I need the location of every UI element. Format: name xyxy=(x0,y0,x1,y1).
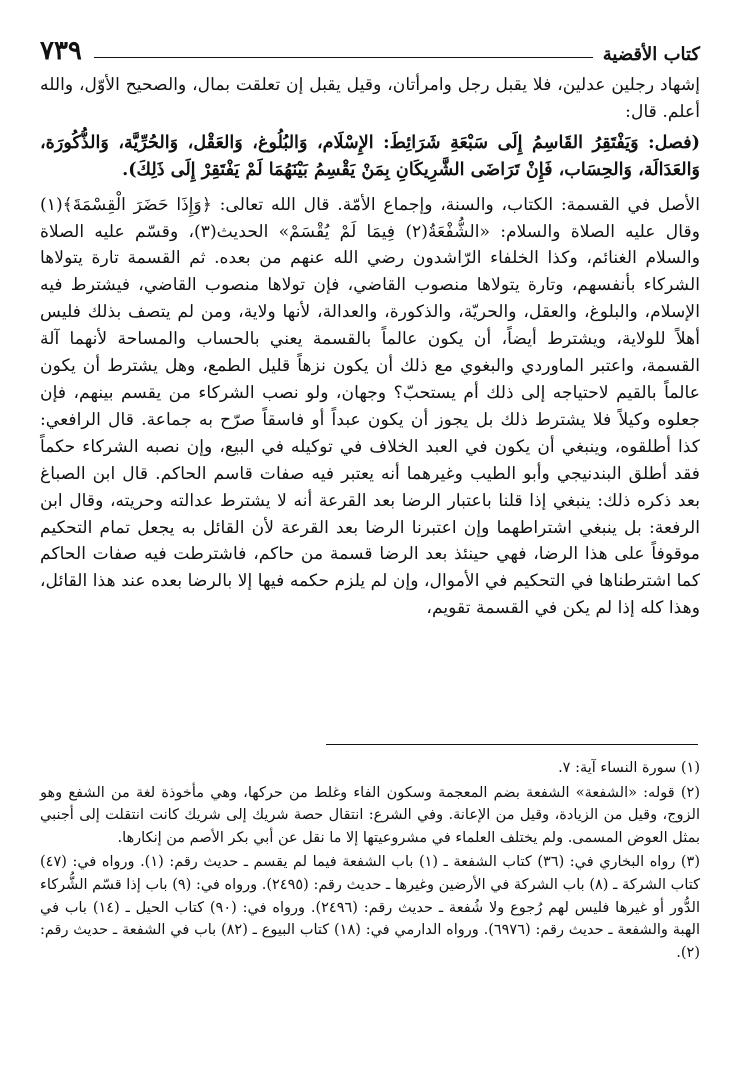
commentary-paragraph: الأصل في القسمة: الكتاب، والسنة، وإجماع الأمّة. قال الله تعالى: ﴿وَإِذَا حَضَرَ الْقِسْمَةَ﴾(١) وقال عليه الصلاة والسلام: «الشُّفْعَةُ(٢) فِيمَا لَمْ يُقْسَمْ» الحديث(٣)، وقسّم عليه الصلاة والسلام الغنائم، وكذا الخلفاء الرّاشدون رضي الله عنهم من بعده. ثم القسمة تارة يتولاها الشركاء بأنفسهم، وتارة يتولاها منصوب القاضي، فإن تولاها منصوب القاضي، فيشترط فيه الإسلام، والبلوغ، والعقل، والحريّة، والذكورة، والعدالة، لأنها ولاية، ومن لم يتصف بذلك فليس أهلاً للولاية، ويشترط أيضاً، أن يكون عالماً بالقسمة يعني بالحساب والمساحة لأنهما آلة القسمة، واعتبر الماوردي والبغوي مع ذلك أن يكون نزهاً قليل الطمع، وهل يشترط أن يكون عالماً بالقيم لاحتياجه إلى ذلك أم يستحبّ؟ وجهان، ولو نصب الشركاء من يقسم بينهم، فإن جعلوه وكيلاً فلا يشترط ذلك بل يجوز أن يكون عبداً أو فاسقاً صرّح به جماعة. قال الرافعي: كذا أطلقوه، وينبغي أن يكون في العبد الخلاف في توكيله في البيع، وإن نصبه الشركاء حكماً فقد أطلق البندنيجي وأبو الطيب وغيرهما أنه يعتبر فيه صفات قاسم الحاكم. قال ابن الصباغ بعد ذكره ذلك: ينبغي إذا قلنا باعتبار الرضا بعد القرعة أنه لا يشترط عدالته وحريته، وقال ابن الرفعة: بل ينبغي اشتراطهما وإن اعتبرنا الرضا بعد القرعة لأن القائل به يجعل تمام التحكيم موقوفاً على هذا الرضا، فهي حينئذ بعد الرضا قسمة من حاكم، فاشترطت فيه صفات الحاكم كما اشترطناها في التحكيم في الأموال، وإن لم يلزم حكمه فيها إلا بالرضا بعده عند هذا القائل، وهذا كله إذا لم يكن في القسمة تقويم، xyxy=(40,194,700,619)
intro-paragraph: إشهاد رجلين عدلين، فلا يقبل رجل وامرأتان، وقيل يقبل إن تعلقت بمال، والصحيح الأوّل، والله أعلم. قال: xyxy=(40,75,700,122)
page-header xyxy=(40,28,700,64)
main-text xyxy=(40,72,700,622)
footnote-3: (٣) رواه البخاري في: (٣٦) كتاب الشفعة ـ (١) باب الشفعة فيما لم يقسم ـ حديث رقم: (١). ورواه في: (٤٧) كتاب الشركة ـ (٨) باب الشركة في الأرضين وغيرها ـ حديث رقم: (٢٤٩٥). ورواه في: (٩) باب إذا قسّم الشُّركاء الدُّور أو غيرها فليس لهم رُجوع ولا شُفعة ـ حديث رقم: (٢٤٩٦). ورواه في: (٩٠) كتاب الحيل ـ (١٤) باب في الهبة والشفعة ـ حديث رقم: (٦٩٧٦). ورواه الدارمي في: (١٨) كتاب البيوع ـ (٨٢) باب في الشفعة ـ حديث رقم: (٢). xyxy=(40,854,701,961)
matn-paragraph: (فصل: وَيَفْتَقِرُ القَاسِمُ إِلَى سَبْعَةِ شَرَائِطَ: الإِسْلَام، وَالبُلُوغ، وَالعَقْل، وَالحُرِّيَّة، وَالذُّكُورَة، وَالعَدَالَة، وَالحِسَاب، فَإِنْ تَرَاضَى الشَّرِيكَانِ بِمَنْ يَقْسِمُ بَيْنَهُمَا لَمْ يَفْتَقِرْ إِلَى ذَلِكَ). xyxy=(40,131,700,180)
footnote-separator xyxy=(326,744,698,745)
footnote-2: (٢) قوله: «الشفعة» الشفعة بضم المعجمة وسكون الفاء وغلط من حركها، وهي مأخوذة لغة من الشفع وهو الزوج، وقيل من الزيادة، وقيل من الإعانة. وفي الشرع: انتقال حصة شريك إلى شريك كانت انتقلت إلى أجنبي بمثل العوض المسمى. ولم يختلف العلماء في مشروعيتها إلا ما نقل عن أبي بكر الأصم من إنكارها. xyxy=(40,784,700,846)
page-number: ٧٣٩ xyxy=(40,36,82,66)
header-rule xyxy=(94,57,593,58)
footnote-1: (١) سورة النساء آية: ٧. xyxy=(558,760,700,776)
footnotes xyxy=(40,757,700,964)
running-title: كتاب الأقضية xyxy=(602,44,700,65)
